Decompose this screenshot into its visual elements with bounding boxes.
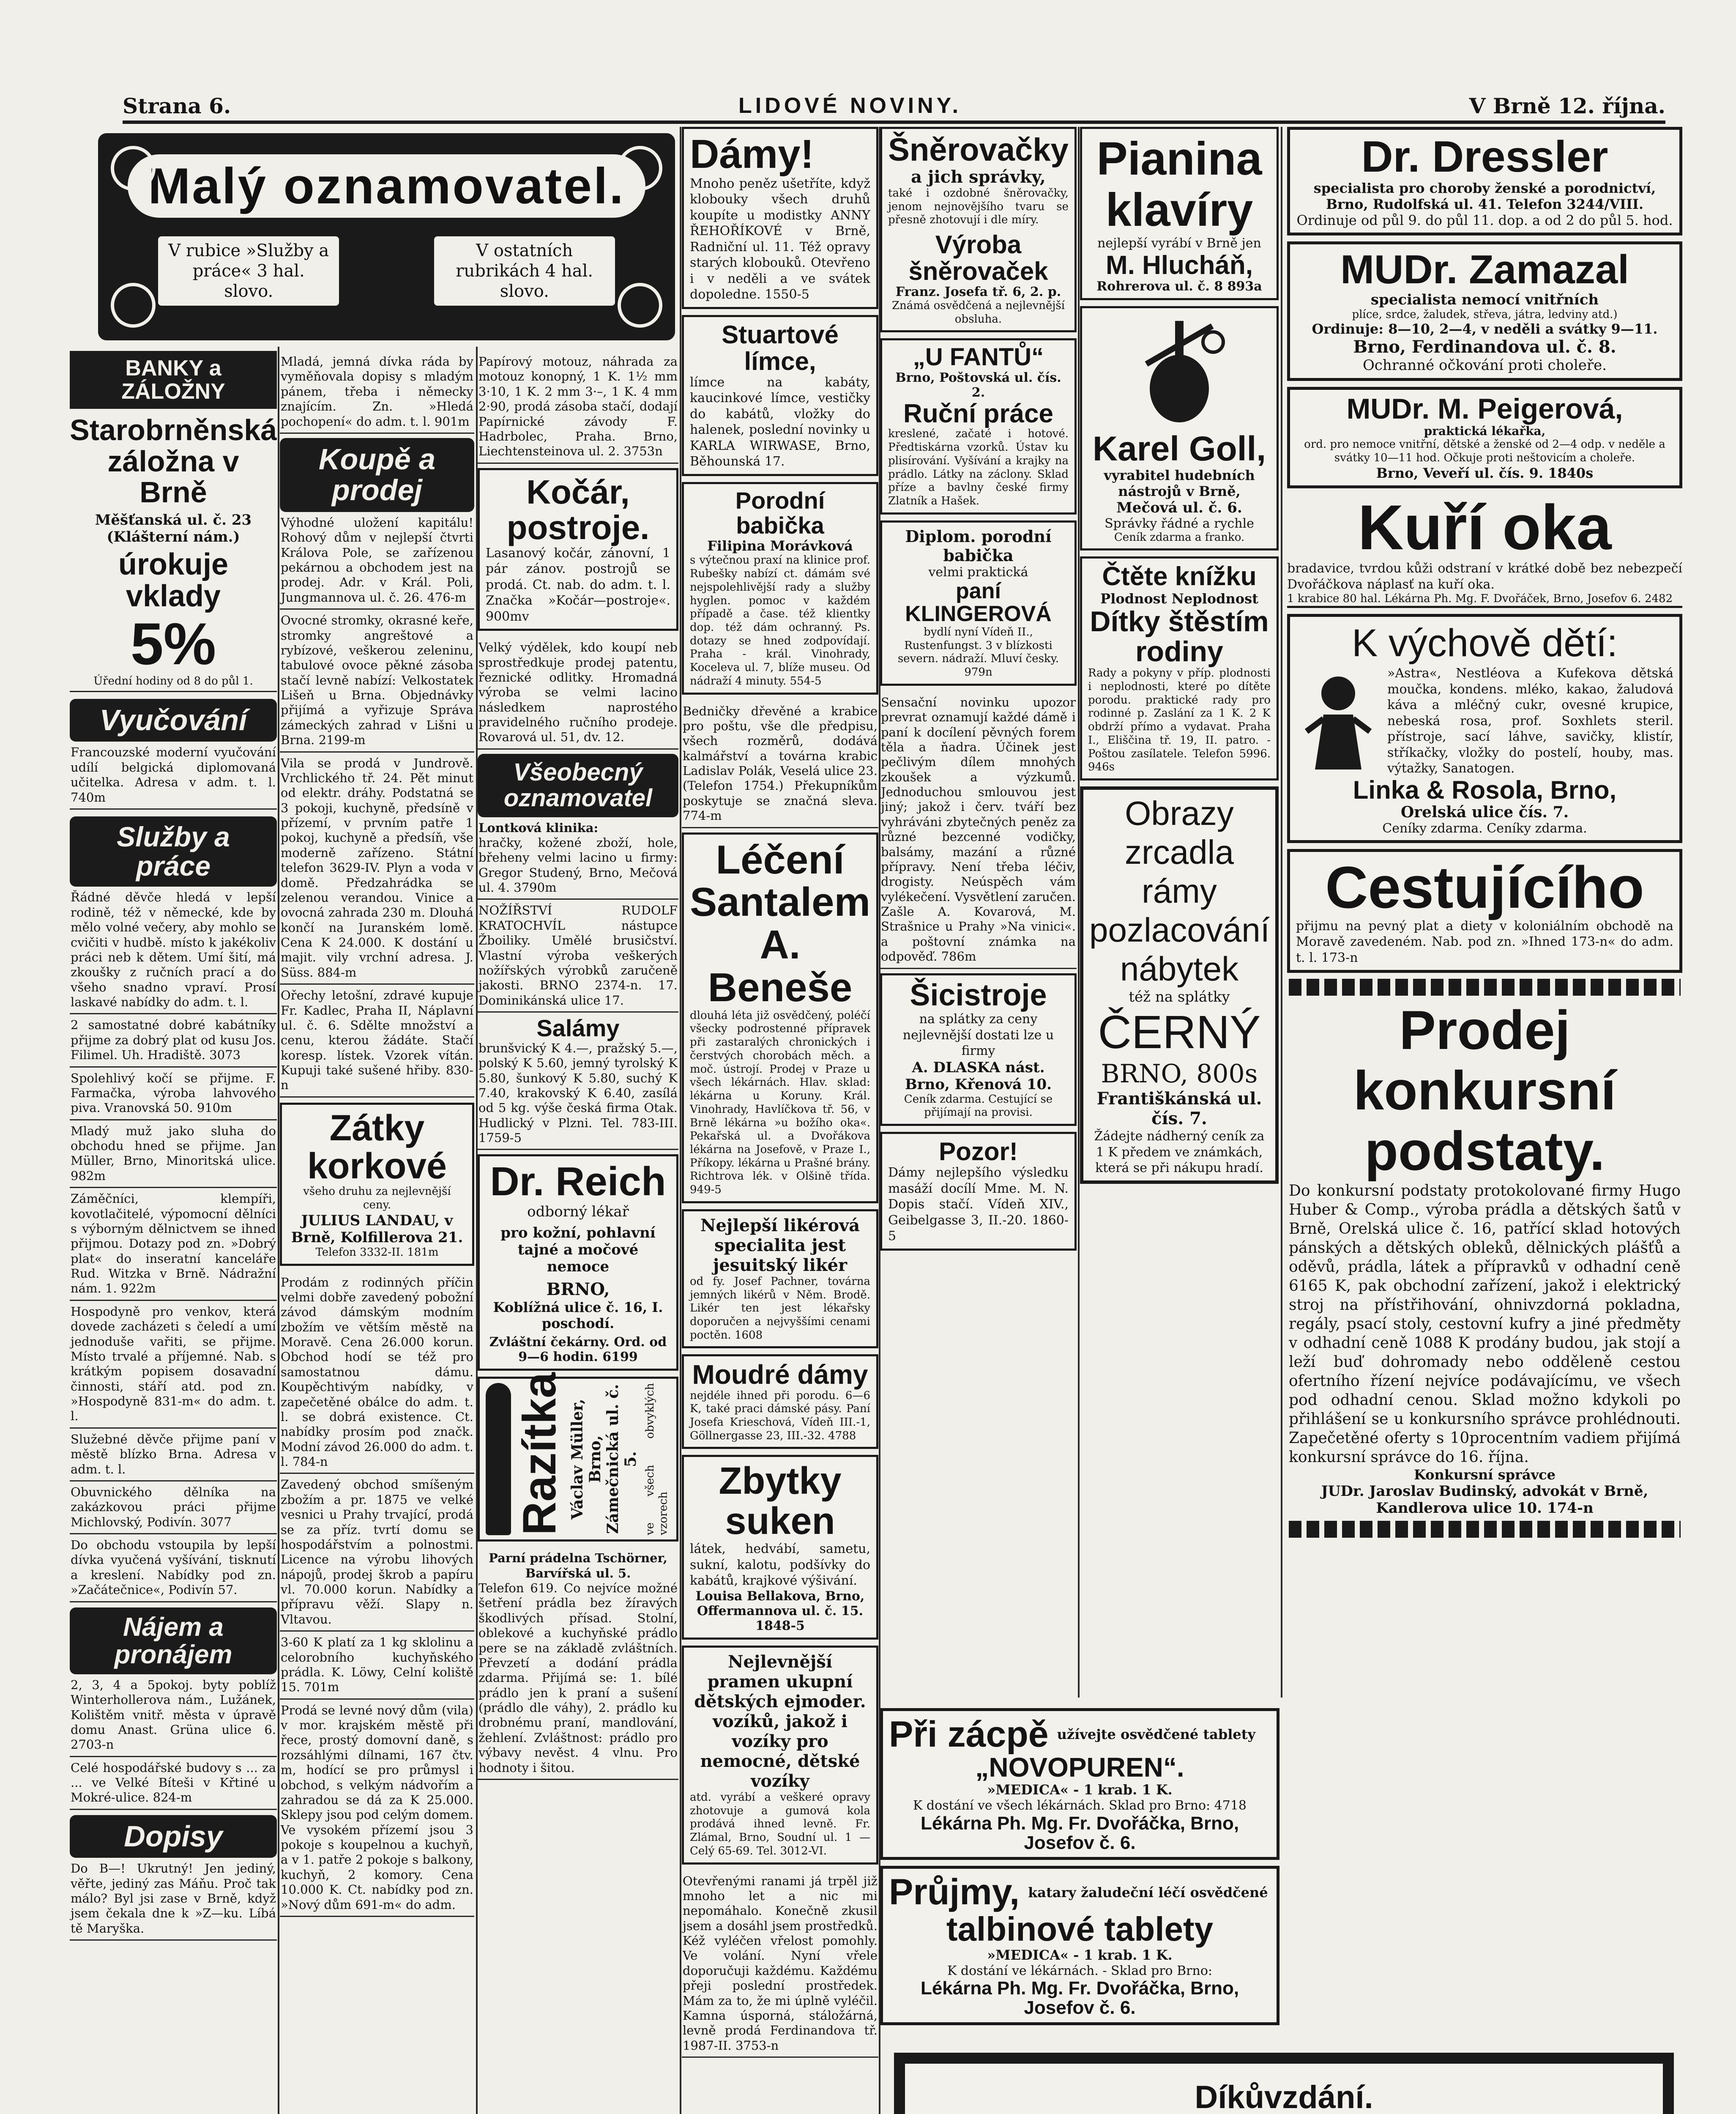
column-4 (682, 127, 878, 2114)
ad-cloth-remnants (682, 1455, 878, 1640)
ad-phone: Telefon 3332-II. 181m (315, 1246, 439, 1259)
column-2 (280, 351, 474, 2114)
banner-title: Malý oznamovatel. (128, 154, 645, 218)
service-ad: 2 samostatné dobré kabátníky přijme za dobrý plat od kusu Jos. Filimel. Uh. Hradiště. 3073 (70, 1014, 277, 1067)
ad-address: Mečová ul. č. 6. (1116, 499, 1242, 516)
ad-dr-zamazal (1287, 241, 1682, 381)
ad-text: dlouhá léta již osvědčený, poléčí všecky podrostenné přípravek při zastaralých chronických i čerstvých chorobách měch. a moč. ústrojí. Prodej v Praze u všech lékárnách. Hlav. sklad: lékárna u Koruny. Král. Vinohrady, Havlíčkova tř. 56, v Brně lékárna »u božího oka«. Pekařská ul. a Dvořákova lékárna na Josefově, v Praze I., Příkopy. lékárna u Prašné brány. Richtrova lék. v Olšině třída. 949-5 (690, 1009, 870, 1197)
ad-title: Pianina klavíry (1096, 133, 1262, 236)
ad-pianos (1080, 127, 1279, 300)
ad-santal (682, 832, 878, 1203)
column-1 (70, 351, 277, 2114)
ad-text: Mnoho peněz ušetříte, když klobouky všech druhů koupíte u modistky ANNY ŘEHOŘÍKOVÉ v Brně, Radniční ul. 11. Též opravy starých klobouků. Otevřeno i v neděli a ve svátek dopoledne. 1550-5 (690, 176, 870, 302)
ad-role: Konkursní správce (1413, 1467, 1556, 1483)
buy-sell-ad: Prodá se levné nový dům (vila) v mor. krajském městě při řece, prostý domovní daně, s rozsáhlými dílnami, 167 čtv. m, hodící se pro průmysl i obchod, s velkým nádvořím a zahradou se dá za K 25.000. Sklepy jsou pod celým domem. Ve vysokém přízemí jsou 3 pokoje s koupelnou a kuchyň, a v 1. patře 2 pokoje s balkony, kuchyň, 2 komory. Cena 10.000 K. Ct. nabídky pod zn. »Nový dům 691-m« do adm. (280, 1700, 474, 1917)
ad-booklet (1080, 556, 1279, 780)
ad-diarrhea (880, 1866, 1279, 2025)
ornament-icon (111, 146, 156, 191)
novelty-ad: Sensační novinku upozor prevrat oznamují každé dámě i paní k docílení pěvných forem těla a ňadra. Účinek jest pečlivým dílem mnohých zkoušek a výzkumů. Jednoduchou smlouvou jest jiný; jakož i červ. tváří bez vyhráváni zbytečných peněz za různé bezcenné vodičky, balsámy, mazání a různé přípravy. Není třeba léčiv, drogisty. Neúspěch vám vylékečení. Vysvětlení zaručen. Zašle A. Kovarová, M. Strašnice u Prahy »Na vinici«. a poštovní známka na odpověď. 786m (880, 692, 1077, 969)
ad-title: Při zácpě (889, 1714, 1049, 1755)
ad-text: nejlepší vyrábí v Brně jen (1097, 236, 1261, 251)
ad-note: 1 krabice 80 hal. Lékárna Ph. Mg. F. Dvořáček, Brno, Josefov 6. 2482 (1287, 592, 1673, 605)
ad-tag: katary žaludeční léčí osvědčené (1028, 1884, 1268, 1900)
ad-collars (682, 315, 878, 476)
ad-firm: M. Hlucháň, (1106, 250, 1253, 280)
ad-prams (682, 1646, 878, 1865)
bank-address: Měšťanská ul. č. 23 (Klášterní nám.) (95, 511, 252, 545)
ad-title: Prodej konkursní podstaty. (1353, 999, 1616, 1182)
ad-tag: užívejte osvědčené tablety (1057, 1726, 1256, 1743)
twine-ad: Papírový motouz, náhrada za motouz konopný, 1 K. 1½ mm 3·10, 1 K. 2 mm 3·–, 1 K. 4 mm 2·90, prodá zásoba stačí, dodají Papírnické závody F. Hadrbolec, Praha. Brno, Liechtensteinova ul. 2. 3753n (478, 351, 678, 464)
ad-text: hračky, kožené zboží, hole, břeheny velmi lacino u firmy: Gregor Studený, Brno, Mečová ul. 4. 3790m (478, 835, 678, 895)
ad-note: Ceník zdarma. Cestující se přijímají na provisi. (904, 1093, 1053, 1119)
ad-title: MUDr. M. Peigerová, (1346, 392, 1623, 425)
section-header-general: Všeobecný oznamovatel (478, 754, 678, 817)
ad-subtitle: velmi praktická (928, 564, 1028, 580)
ad-hours: Ordinuje od půl 9. do půl 11. dop. a od 2 do půl 5. hod. (1296, 212, 1673, 229)
ad-title: Porodní babička (735, 487, 825, 539)
ad-title: Léčení Santalem A. Beneše (690, 837, 870, 1010)
buy-sell-ad: Prodám z rodinných příčin velmi dobře zavedený pobožní závod dámským modním zbožím ve větším městě na Moravě. Cena 26.000 korun. Obchod hodí se též pro samostatnou dámu. Koupěchtivým nabídky, v zapečetěné obálce do adm. t. l. se dobrá existence. Ct. nabídky prosím pod značk. Modní závod 26.000 do adm. t. l. 784-n (280, 1272, 474, 1474)
ad-dr-dressler (1287, 127, 1682, 235)
ad-subtitle: odborný lékař (527, 1203, 629, 1221)
ad-title: Stuartové límce, (722, 320, 839, 375)
ad-subtitle: všeho druhu za nejlevnější ceny. (303, 1185, 451, 1212)
column-7 (1287, 127, 1682, 2053)
notice-title: Díkůvzdání. (1195, 2079, 1373, 2114)
section-header-buy-sell: Koupě a prodej (280, 438, 474, 512)
ad-text: límce na kabáty, kaucinkové límce, vestičky do kabátů, vložky do halenek, poslední novinky u KARLA WIRWASE, Brno, Běhounská 17. (690, 375, 870, 469)
ad-subtitle: specialista pro choroby ženské a porodnictví, (1313, 180, 1656, 197)
column-6 (1080, 127, 1279, 1698)
ad-address: Brno, Rudolfská ul. 41. Telefon 3244/VIII. (1326, 196, 1644, 213)
ad-wise-ladies (682, 1354, 878, 1449)
ad-title: Moudré dámy (692, 1359, 868, 1390)
ad-title: Razítka (514, 1372, 566, 1536)
ad-handwork (880, 338, 1077, 514)
ad-corsets (880, 127, 1077, 332)
boxes-ad: Bedničky dřevěné a krabice pro poštu, vše dle předpisu, všech rozměrů, dodává kalmářství a továrna krabic Ladislav Polák, Veselá ulice 23. (Telefon 1754.) Překupníkům poskytuje se značná sleva. 774-m (682, 701, 878, 828)
ad-stamps (478, 1372, 678, 1542)
ad-title: „U FANTŮ“ (913, 343, 1044, 371)
column-rule (1078, 127, 1080, 1698)
ad-child-care (1287, 614, 1682, 843)
ad-address: Brno, Ferdinandova ul. č. 8. (1353, 337, 1616, 357)
buy-sell-ad: Vila se prodá v Jundrově. Vrchlického tř. 24. Pět minut od elektr. dráhy. Podstatná se 3 pokoji, kuchyně, předsíně v přízemí, v prvním patře 1 pokoj, kuchyně a předsíň, vše moderně zařízeno. Státní telefon 3629-IV. Plyn a voda v domě. Předzahrádka se zelenou verandou. Vinice a ovocná zahrada 230 m. Dlouhá končí na Juranském lomě. Cena K 24.000. K dostání u majit. vily vrchní adresa. J. Süss. 884-m (280, 753, 474, 985)
ad-title: Lontková klinika: (478, 820, 599, 835)
page-header (123, 91, 1665, 124)
buy-sell-ad: Ořechy letošní, zdravé kupuje Fr. Kadlec, Praha II, Náplavní ul. č. 6. Sdělte množství a cenu, kterou žádáte. Stačí koresp. lístek. Vzorek vítán. Kupuji také sušené hřiby. 830-n (280, 985, 474, 1098)
ad-diploma-midwife (880, 520, 1077, 686)
ornament-icon (111, 283, 156, 328)
ad-text: »Astra«, Nestléova a Kufekova dětská moučka, kondens. mléko, kakao, žaludová káva a mléčný cukr, ovesné krupice, nebeská rosa, prof. Soxhlets steril. přístroje, sací láhve, savičky, klistír, stříkačky, vložky do postelí, houby, mas. výtažky, Sanatogen. (1387, 666, 1673, 776)
clinic-ad (478, 817, 678, 900)
page-date: V Brně 12. října. (1469, 93, 1665, 118)
ad-title-2: Ruční práce (903, 399, 1053, 429)
buy-sell-ad: Výhodné uložení kapitálu! Rohový dům v nejlepší čtvrti Králova Pole, se zařízenou pekárnou a obchodem jest na prodej. Adr. v Král. Poli, Jungmannova ul. č. 26. 476-m (280, 512, 474, 610)
ad-title: Nejlevnější pramen ukupní dětských ejmoder. vozíků, jakož i vozíky pro nemocné, dětské vozíky (694, 1651, 866, 1791)
ad-firm: Lékárna Ph. Mg. Fr. Dvořáčka, Brno, Josefov č. 6. (920, 1978, 1239, 2018)
ad-midwife (682, 482, 878, 695)
ad-text: Dámy nejlepšího výsledku masáží docílí Mme. M. N. Dopis stačí. Vídeň XIV., Geibelgasse 3, II.-20. 1860-5 (888, 1165, 1069, 1244)
ad-title: Nejlepší likérová specialita jest jesuitský likér (700, 1215, 860, 1275)
service-ad: Hospodyně pro venkov, která dovede zacházeti s čeledí a umí jednoduše vařiti, se přijme. Místo trvalé a příjemné. Nab. s krátkým popisem dosavadní činnosti, stáří atd. pod zn. »Hospodyně 831-m« do adm. t. l. (70, 1301, 277, 1429)
ad-text: K dostání ve lékárnách. - Sklad pro Brno: (947, 1963, 1213, 1978)
letter-ad: Do B—! Ukrutný! Jen jediný, věřte, jediný zas Máňu. Proč tak málo? Byl jsi zase v Brně, když jsem čekala dne k »Z—ku. Líbá tě Maryška. (70, 1858, 277, 1941)
column-rule (278, 347, 279, 2114)
service-ad: Služebné děvče přijme paní v městě blízko Brna. Adresa v adm. t. l. (70, 1429, 277, 1481)
ad-subtitle: Plodnost Neplodnost (1100, 590, 1258, 607)
ad-firm: Václav Müller, Brno, Zámečnická ul. č. 5. (568, 1384, 640, 1534)
ad-text: ord. pro nemoce vnitřní, dětské a ženské od 2—4 odp. v neděle a svátky 10—11 hod. Očkuje proti neštovicím a choleře. (1304, 438, 1665, 465)
newspaper-title: LIDOVÉ NOVINY. (738, 93, 962, 118)
ad-milliner (682, 127, 878, 309)
ad-subtitle: a jich správky, (911, 167, 1046, 187)
ad-title: Zátky korkové (307, 1107, 447, 1187)
earnings-ad: Velký výdělek, kdo koupí neb sprostředkuje prodej patentu, řeznické odlitky. Hromadná výroba se velmi lacino následkem naprostého pravidelného ručního prodeje. Rovarová ul. 51, dv. 12. (478, 637, 678, 750)
ad-address: Koblížná ulice č. 16, I. poschodí. (493, 1299, 663, 1332)
ad-title: Karel Goll, (1092, 429, 1266, 468)
ad-title: Parní prádelna Tschörner, Barvířská ul. 5. (489, 1551, 667, 1580)
ad-text: brunšvický K 4.—, pražský 5.—, polský K 5.60, jemný tyrolský K 5.80, šunkový K 5.80, suchý K 7.40, krakovský K 6.40, zasílá od 5 kg. výše česká firma Otak. Hudlický v Plzni. Tel. 783-III. 1759-5 (478, 1041, 678, 1145)
ad-address: Brno, Veveří ul. čís. 9. 1840s (1376, 465, 1594, 481)
ad-liqueur (682, 1209, 878, 1349)
section-header-services: Služby a práce (70, 816, 277, 887)
ad-subtitle: vyrabitel hudebních nástrojů v Brně, (1104, 467, 1255, 499)
ad-furniture (1080, 786, 1279, 1184)
service-ad: Obuvnického dělníka na zakázkovou práci přijme Michlovský, Podivín. 3077 (70, 1481, 277, 1534)
ad-instruments (1080, 306, 1279, 551)
ornament-icon (618, 283, 662, 328)
column-rule (680, 127, 681, 2114)
ad-title: Pozor! (939, 1137, 1018, 1166)
banner-right-note: V ostatních rubrikách 4 hal. slovo. (434, 236, 615, 306)
ad-big-text: Dítky štěstím rodiny (1090, 605, 1269, 668)
ad-text: pro kožní, pohlavní tajné a močové nemoce (500, 1224, 656, 1276)
ad-text: na splátky za ceny nejlevnější dostati lze u firmy (902, 1012, 1054, 1059)
ad-title: MUDr. Zamazal (1340, 247, 1629, 293)
ad-note: Ceníky zdarma. Ceníky zdarma. (1382, 821, 1587, 836)
ad-address: Rohrerova ul. č. 8 893a (1096, 279, 1262, 294)
ad-title: Šněrovačky (888, 132, 1069, 168)
ad-text: bradavice, tvrdou kůži odstraní v krátké době bez nebezpečí Dvořáčkova náplasť na kuří oka. (1287, 561, 1682, 592)
ad-text: s výtečnou praxí na klinice prof. Rubešky nabízí ct. dámám své nejspolehlivější rady a služby hyglen. pomoc v každém případě a čase. též klientky dop. též dám ochranný. Ps. dotazy se hned zodpovídají. Praha - král. Vinohrady, Koceleva ul. 7, blíže museu. Od nádraží 4 minuty. 554-5 (690, 554, 870, 687)
page-number: Strana 6. (123, 93, 231, 118)
ad-text: látek, hedvábí, sametu, sukní, kalotu, podšívky do kabátů, krajkové výšivání. (690, 1542, 870, 1588)
ad-title: Dr. Dressler (1361, 132, 1608, 181)
ad-dr-reich (478, 1154, 678, 1371)
ad-title: Obrazy zrcadla rámy pozlacování nábytek (1089, 794, 1270, 988)
ad-title: K výchově dětí: (1352, 622, 1618, 665)
ad-subtitle: též na splátky (1129, 989, 1230, 1006)
ad-address: Franz. Josefa tř. 6, 2. p. (895, 284, 1061, 299)
ad-title: Kuří oka (1358, 491, 1612, 563)
laundry-ad (478, 1547, 678, 1780)
ad-firm: A. DLASKA nást. Brno, Křenová 10. (905, 1059, 1052, 1093)
violin-icon (1088, 312, 1271, 431)
ad-corns (1287, 491, 1682, 608)
ad-city: BRNO, (546, 1279, 610, 1300)
bank-offer: úrokuje vklady (118, 547, 229, 613)
section-header-banks: BANKY a ZÁLOŽNY (70, 351, 277, 409)
ad-firm: ČERNÝ (1098, 1006, 1261, 1059)
ad-address: Brno, Poštovská ul. čís. 2. (895, 370, 1061, 400)
ad-note: Ceník zdarma a franko. (1114, 531, 1245, 544)
ad-text: Telefon 619. Co nejvíce možné šetření prádla bez žíravých škodlivých přísad. Stolní, oblekové a kuchyňské prádlo pere se na základě zvláštních. Převzetí a dodání prádla zdarma. Přijímá se: 1. bílé prádlo jen k praní a sušení (prádlo dle váhy), 2. prádlo ku drobnému praní, mandlování, žehlení. Zvláštnost: prádlo pro výbavy nevěst. 4 vlnu. Pro hodnoty i šitou. (478, 1581, 678, 1775)
ad-subtitle: »MEDICA« - 1 krab. 1 K. (987, 1782, 1173, 1798)
stamp-icon (486, 1383, 511, 1535)
personal-ad: Mladá, jemná dívka ráda by vyměňovala dopisy s mladým pánem, třeba i německy znajícím. Zn. »Hledá pochopení« do adm. t. l. 901m (280, 351, 474, 434)
ad-name: paní KLINGEROVÁ (905, 578, 1052, 627)
ad-note: Žádejte nádherný ceník za 1 K předem ve známkách, která se při nákupu hradí. (1094, 1129, 1265, 1176)
section-header-education: Vyučování (70, 699, 277, 742)
bank-hours: Úřední hodiny od 8 do půl 1. (70, 675, 277, 692)
service-ad: Záměčníci, klempíři, kovotlačitelé, výpomocní dělníci s výborným dělnictvem se ihned přijmou. Dotazy pod zn. »Dobrý plat« do inseratní kanceláře Rud. Witzka v Brně. Nádražní nám. 1. 922m (70, 1188, 277, 1301)
banner-left-note: V rubice »Služby a práce« 3 hal. slovo. (158, 236, 339, 306)
service-ad: Řádné děvče hledá v lepší rodině, též v německé, kde by mělo volné večery, aby mohlo se cvičiti v hudbě. místo k jakékoliv práci neb k dětem. Umí šití, má zkoušky z ručních prací a do všeho snadno vpraví. Prosí laskavé nabídky do adm. t. l. (70, 887, 277, 1014)
ad-subtitle: »MEDICA« - 1 krab. 1 K. (987, 1947, 1173, 1963)
column-rule (1281, 127, 1282, 1698)
ad-sewing-machines (880, 973, 1077, 1126)
ad-text: atd. vyrábí a veškeré opravy zhotovuje a gumová kola prodává ihned levně. Fr. Zlámal, Brno, Soudní ul. 1 — Celý 65-69. Tel. 3012-VI. (690, 1791, 870, 1857)
ornament-icon (618, 146, 662, 191)
service-ad: Mladý muž jako sluha do obchodu hned se přijme. Jan Müller, Brno, Minoritská ulice. 982m (70, 1120, 277, 1188)
ad-title: Dr. Reich (490, 1159, 666, 1205)
ad-carriage (478, 468, 678, 631)
ad-text: nejdéle ihned při porodu. 6—6 K, také praci dámské pásy. Paní Josefa Krieschová, Vídeň III.-1, Göllnergasse 23, III.-32. 4788 (690, 1389, 870, 1442)
ad-title: Šicistroje (910, 978, 1047, 1012)
ad-product: „NOVOPUREN“. (975, 1752, 1184, 1783)
ad-firm: Linka & Rosola, Brno, (1353, 775, 1617, 804)
ad-title: Kočár, postroje. (506, 473, 650, 546)
ad-text: K dostání ve všech lékárnách. Sklad pro Brno: 4718 (913, 1798, 1247, 1813)
ad-signature: JUDr. Jaroslav Budinský, advokát v Brně, Kandlerova ulice 10. 174-n (1321, 1483, 1649, 1517)
thanksgiving-notice (894, 2053, 1674, 2114)
ad-text: Lasanový kočár, zánovní, 1 pár zánov. postrojů se prodá. Ct. nab. do adm. t. l. Značka »Kočár—postroje«. 900mv (486, 545, 670, 624)
ad-city: BRNO, 800s (1101, 1059, 1258, 1089)
ad-text: Do konkursní podstaty protokolované firmy Hugo Huber & Comp., výroba prádla a dětských šatů v Brně, Orelská ulice č. 16, patřící sklad hotových pánských a dětských obleků, dělnických plášťů a oděvů, prádla, látek a přípravků v odhadní ceně 6165 K, pak obchodní zařízení, jakož i elektrický stroj na přístřihování, ohnivzdorná pokladna, regály, psací stoly, cestovní kufry a jiné předměty v odhadní ceně 1088 K prodány budou, jak stojí a leží buď dohromady nebo odděleně cestou ofertního řízení nejvíce podávajícímu, ve všech pod odhadní cenou. Sklad možno kdykoli po přihlášení se u konkursního správce prohlédnouti. Zapečetěné oferty s 10procentním vadiem přijímá konkursní správce do 16. října. (1289, 1182, 1681, 1466)
ad-note: Ochranné očkování proti choleře. (1362, 356, 1607, 374)
ad-product: talbinové tablety (946, 1910, 1214, 1948)
decorative-stripe (1289, 979, 1681, 996)
ad-text: Správky řádné a rychle (1104, 516, 1254, 531)
ad-address: Orelská ulice čís. 7. (1400, 803, 1569, 821)
ad-title: Cestujícího (1325, 854, 1644, 920)
ad-address: Františkánská ul. čís. 7. (1096, 1089, 1262, 1129)
classifieds-banner (98, 133, 675, 340)
ad-name: Filipina Morávková (707, 538, 853, 554)
bank-rate: 5% (130, 610, 216, 677)
ad-title: Průjmy, (889, 1872, 1020, 1913)
child-icon (1296, 666, 1381, 776)
ad-title: Čtěte knížku (1102, 562, 1257, 591)
rental-ad: Celé hospodářské budovy s ... za ... ve Velké Bíteši v Křtiné u Mokré-ulice. 824-m (70, 1757, 277, 1810)
ad-massage (880, 1132, 1077, 1251)
ad-note: Známá osvědčená a nejlevnější obsluha. (891, 299, 1065, 326)
ad-note: Zvláštní čekárny. Ord. od 9—6 hodin. 6199 (489, 1335, 667, 1365)
ad-subtitle: praktická lékařka, (1424, 424, 1546, 438)
buy-sell-ad: Zavedený obchod smíšeným zbožím a pr. 1875 ve velké vesnici u Prahy trvající, prodá se za příz. tvrtí domu se hospodářstvím a polnostmi. Licence na výrobu lihových nápojů, prodej škrob a papíru vl. 70.000 korun. Nabídky a přípravu věží. Slapy n. Vltavou. (280, 1474, 474, 1632)
ad-side-note: ve všech obvyklých vzorech (643, 1383, 670, 1536)
ad-firm: JULIUS LANDAU, v Brně, Kolfillerova 21. (291, 1212, 463, 1246)
section-header-rentals: Nájem a pronájem (70, 1607, 277, 1674)
ad-dr-peigerova (1287, 387, 1682, 488)
rental-ad: 2, 3, 4 a 5pokoj. byty poblíž Winterhollerova nám., Lužánek, Kolištěm vnitř. města v úpravě domu Anast. Grüna ulice 6. 2703-n (70, 1674, 277, 1757)
decorative-stripe (1289, 1521, 1681, 1538)
ad-text: plíce, srdce, žaludek, střeva, játra, ledviny atd.) (1352, 308, 1618, 321)
ad-bankruptcy-sale (1287, 979, 1682, 1538)
ad-title: Zbytky suken (719, 1460, 842, 1542)
salami-ad (478, 1013, 678, 1150)
testimonial-ad: Otevřenými ranami já trpěl již mnoho let a nic mi nepomáhalo. Konečně zkusil jsem a dosáhl jsem prostředků. Kéž vyléčen vřelost pomohly. Ve volání. Nyní vřele doporučuji každému. Každému přeji poslední prostředek. Mám za to, že mi úplně vyléčil. Kamna úsporná, stáložárná, levně prodá Ferdinandova tř. 1987-II. 3753-n (682, 1870, 878, 2058)
ad-title: Dámy! (690, 131, 814, 177)
ad-title: Salámy (536, 1015, 620, 1042)
ad-hours: Ordinuje: 8—10, 2—4, v neděli a svátky 9—11. (1312, 320, 1658, 337)
section-header-letters: Dopisy (70, 1815, 277, 1858)
ad-text: Rady a pokyny v příp. plodnosti i neplodnosti, které po dítěte porodu. praktické rady pro rodinné p. Zaslání za 1 K. 2 K obdrží přímo a vydavat. Praha I., Eliščina tř. 19, II. patro. - Poštou zasílatele. Telefon 5996. 946s (1088, 667, 1271, 774)
service-ad: Do obchodu vstoupila by lepší dívka vyučená vyšívání, tisknutí a kreslení. Nabídky pod zn. »Začátečnice«, Podivín 57. (70, 1534, 277, 1602)
column-5 (880, 127, 1077, 1698)
ad-firm: Lékárna Ph. Mg. Fr. Dvořáčka, Brno, Josefov č. 6. (920, 1813, 1239, 1854)
ad-firm: Louisa Bellakova, Brno, Offermannova ul. č. 15. 1848-5 (695, 1588, 865, 1633)
service-ad: Spolehlivý kočí se přijme. F. Farmačka, výroba lahvového piva. Vranovská 50. 910m (70, 1068, 277, 1120)
ad-constipation (880, 1708, 1279, 1860)
column-3 (478, 351, 678, 2114)
bottom-ads (880, 1708, 1279, 2031)
ad-text: kreslené, začaté i hotové. Předtiskárna vzorků. Ústav ku plisírování. Vyšívání a krajky na prádlo. Látky na záclony. Sklad příze a bavlny české firmy Zlatník a Hašek. (888, 427, 1069, 507)
ad-text: také i ozdobné šněrovačky, jenom nejnovějšího tvaru se přesně zhotovují i dle míry. (888, 186, 1069, 227)
cutlery-ad: NOŽÍŘSTVÍ RUDOLF KRATOCHVÍL nástupce Žboiliky. Umělé brusičství. Vlastní výroba veškerých nožířských výrobků zaručeně jakosti. BRNO 2374-n. 17. Dominikánská ulice 17. (478, 900, 678, 1013)
ad-text: od fy. Josef Pachner, továrna jemných likérů v Něm. Brodě. Likér ten jest lékařsky doporučen a nejvyššími cenami poctěn. 1608 (690, 1275, 870, 1342)
ad-title-2: Výroba šněrovaček (908, 230, 1048, 285)
education-ad: Francouzské moderní vyučování udílí belgická diplomovaná učitelka. Adresa v adm. t. l. 740m (70, 742, 277, 810)
ad-title: Diplom. porodní babička (905, 526, 1052, 565)
ad-text: bydlí nyní Vídeň II., Rustenfungst. 3 v blízkosti severn. nádraží. Mluví česky. 979n (897, 625, 1059, 679)
bank-name: Starobrněnská záložna v Brně (70, 413, 277, 509)
ad-subtitle: specialista nemocí vnitřních (1370, 291, 1599, 308)
buy-sell-ad: Ovocné stromky, okrasné keře, stromky angreštové a rybízové, veškerou zeleninu, tabulové ovoce pěkné zásoba stačí levně nabízí: Velkostatek Lišeň u Brna. Objednávky přijímá a vyřizuje Správa zámeckých zahrad v Lišni u Brna. 2199-m (280, 610, 474, 752)
ad-text: přijmu na pevný plat a diety v koloniálním obchodě na Moravě zavedeném. Nab. pod zn. »Ihned 173-n« do adm. t. l. 173-n (1296, 918, 1673, 965)
buy-sell-ad: 3-60 K platí za 1 kg sklolinu a celorobního kuchyňského prádla. K. Löwy, Celní koliště 15. 701m (280, 1632, 474, 1700)
ad-traveller (1287, 849, 1682, 973)
ad-cork-stoppers (280, 1103, 474, 1266)
